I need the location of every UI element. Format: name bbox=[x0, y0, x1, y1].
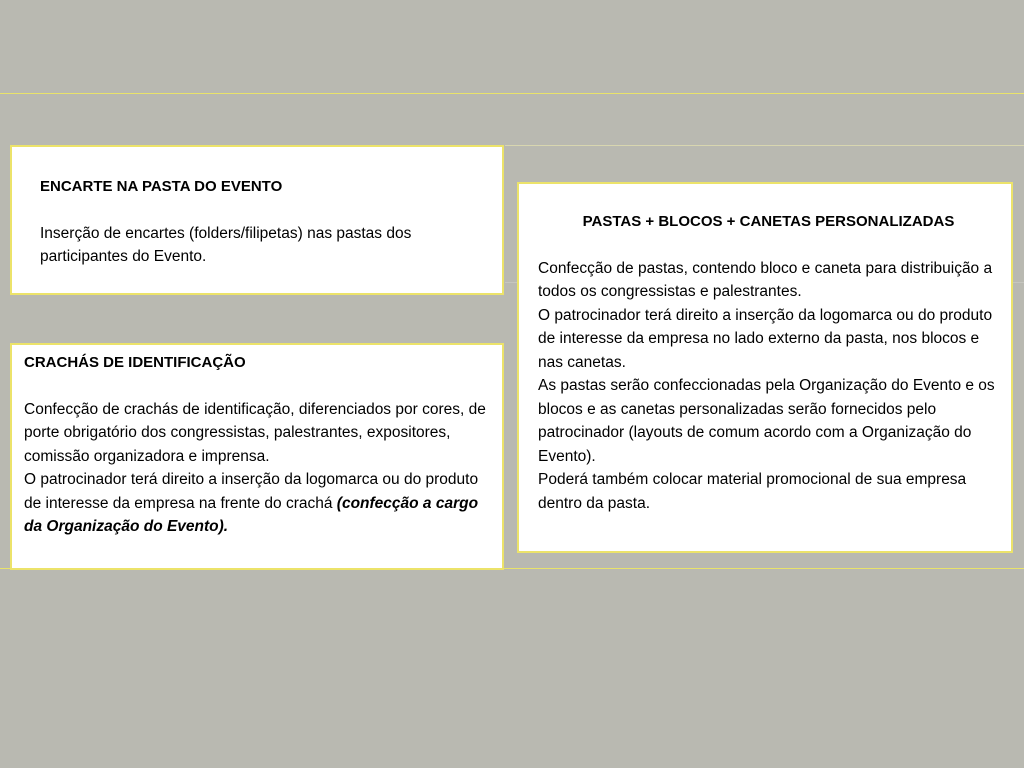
pastas-box bbox=[517, 182, 1013, 553]
pastas-body-2: O patrocinador terá direito a inserção da logomarca ou do produto de interesse da empresa no lado externo da pasta, nos blocos e nas canetas. bbox=[538, 306, 993, 371]
encarte-box bbox=[10, 145, 504, 295]
crachas-body-2 bbox=[24, 468, 492, 539]
pastas-title: PASTAS + BLOCOS + CANETAS PERSONALIZADAS bbox=[582, 213, 955, 230]
crachas-body-1: Confecção de crachás de identificação, diferenciados por cores, de porte obrigatório dos congressistas, palestrantes, expositores, comissão organizadora e imprensa. bbox=[24, 400, 486, 465]
pastas-body-3: As pastas serão confeccionadas pela Organização do Evento e os blocos e as canetas personalizadas serão fornecidos pelo patrocinador (layouts de comum acordo com a Organização do Evento). bbox=[538, 377, 995, 465]
pastas-body-4: Poderá também colocar material promocional de sua empresa dentro da pasta. bbox=[538, 471, 967, 512]
crachas-title: CRACHÁS DE IDENTIFICAÇÃO bbox=[24, 354, 246, 371]
crachas-box bbox=[10, 343, 504, 570]
encarte-body: Inserção de encartes (folders/filipetas) nas pastas dos participantes do Evento. bbox=[40, 224, 412, 265]
upper-right-divider-line bbox=[505, 145, 1024, 146]
crachas-note: (confecção a cargo da Organização do Evento). bbox=[24, 494, 479, 535]
encarte-title: ENCARTE NA PASTA DO EVENTO bbox=[40, 178, 283, 195]
top-divider-line bbox=[0, 93, 1024, 94]
crachas-body-2-text: O patrocinador terá direito a inserção da logomarca ou do produto de interesse da empresa na frente do crachá bbox=[24, 471, 479, 512]
pastas-body-1: Confecção de pastas, contendo bloco e caneta para distribuição a todos os congressistas e palestrantes. bbox=[538, 259, 993, 300]
